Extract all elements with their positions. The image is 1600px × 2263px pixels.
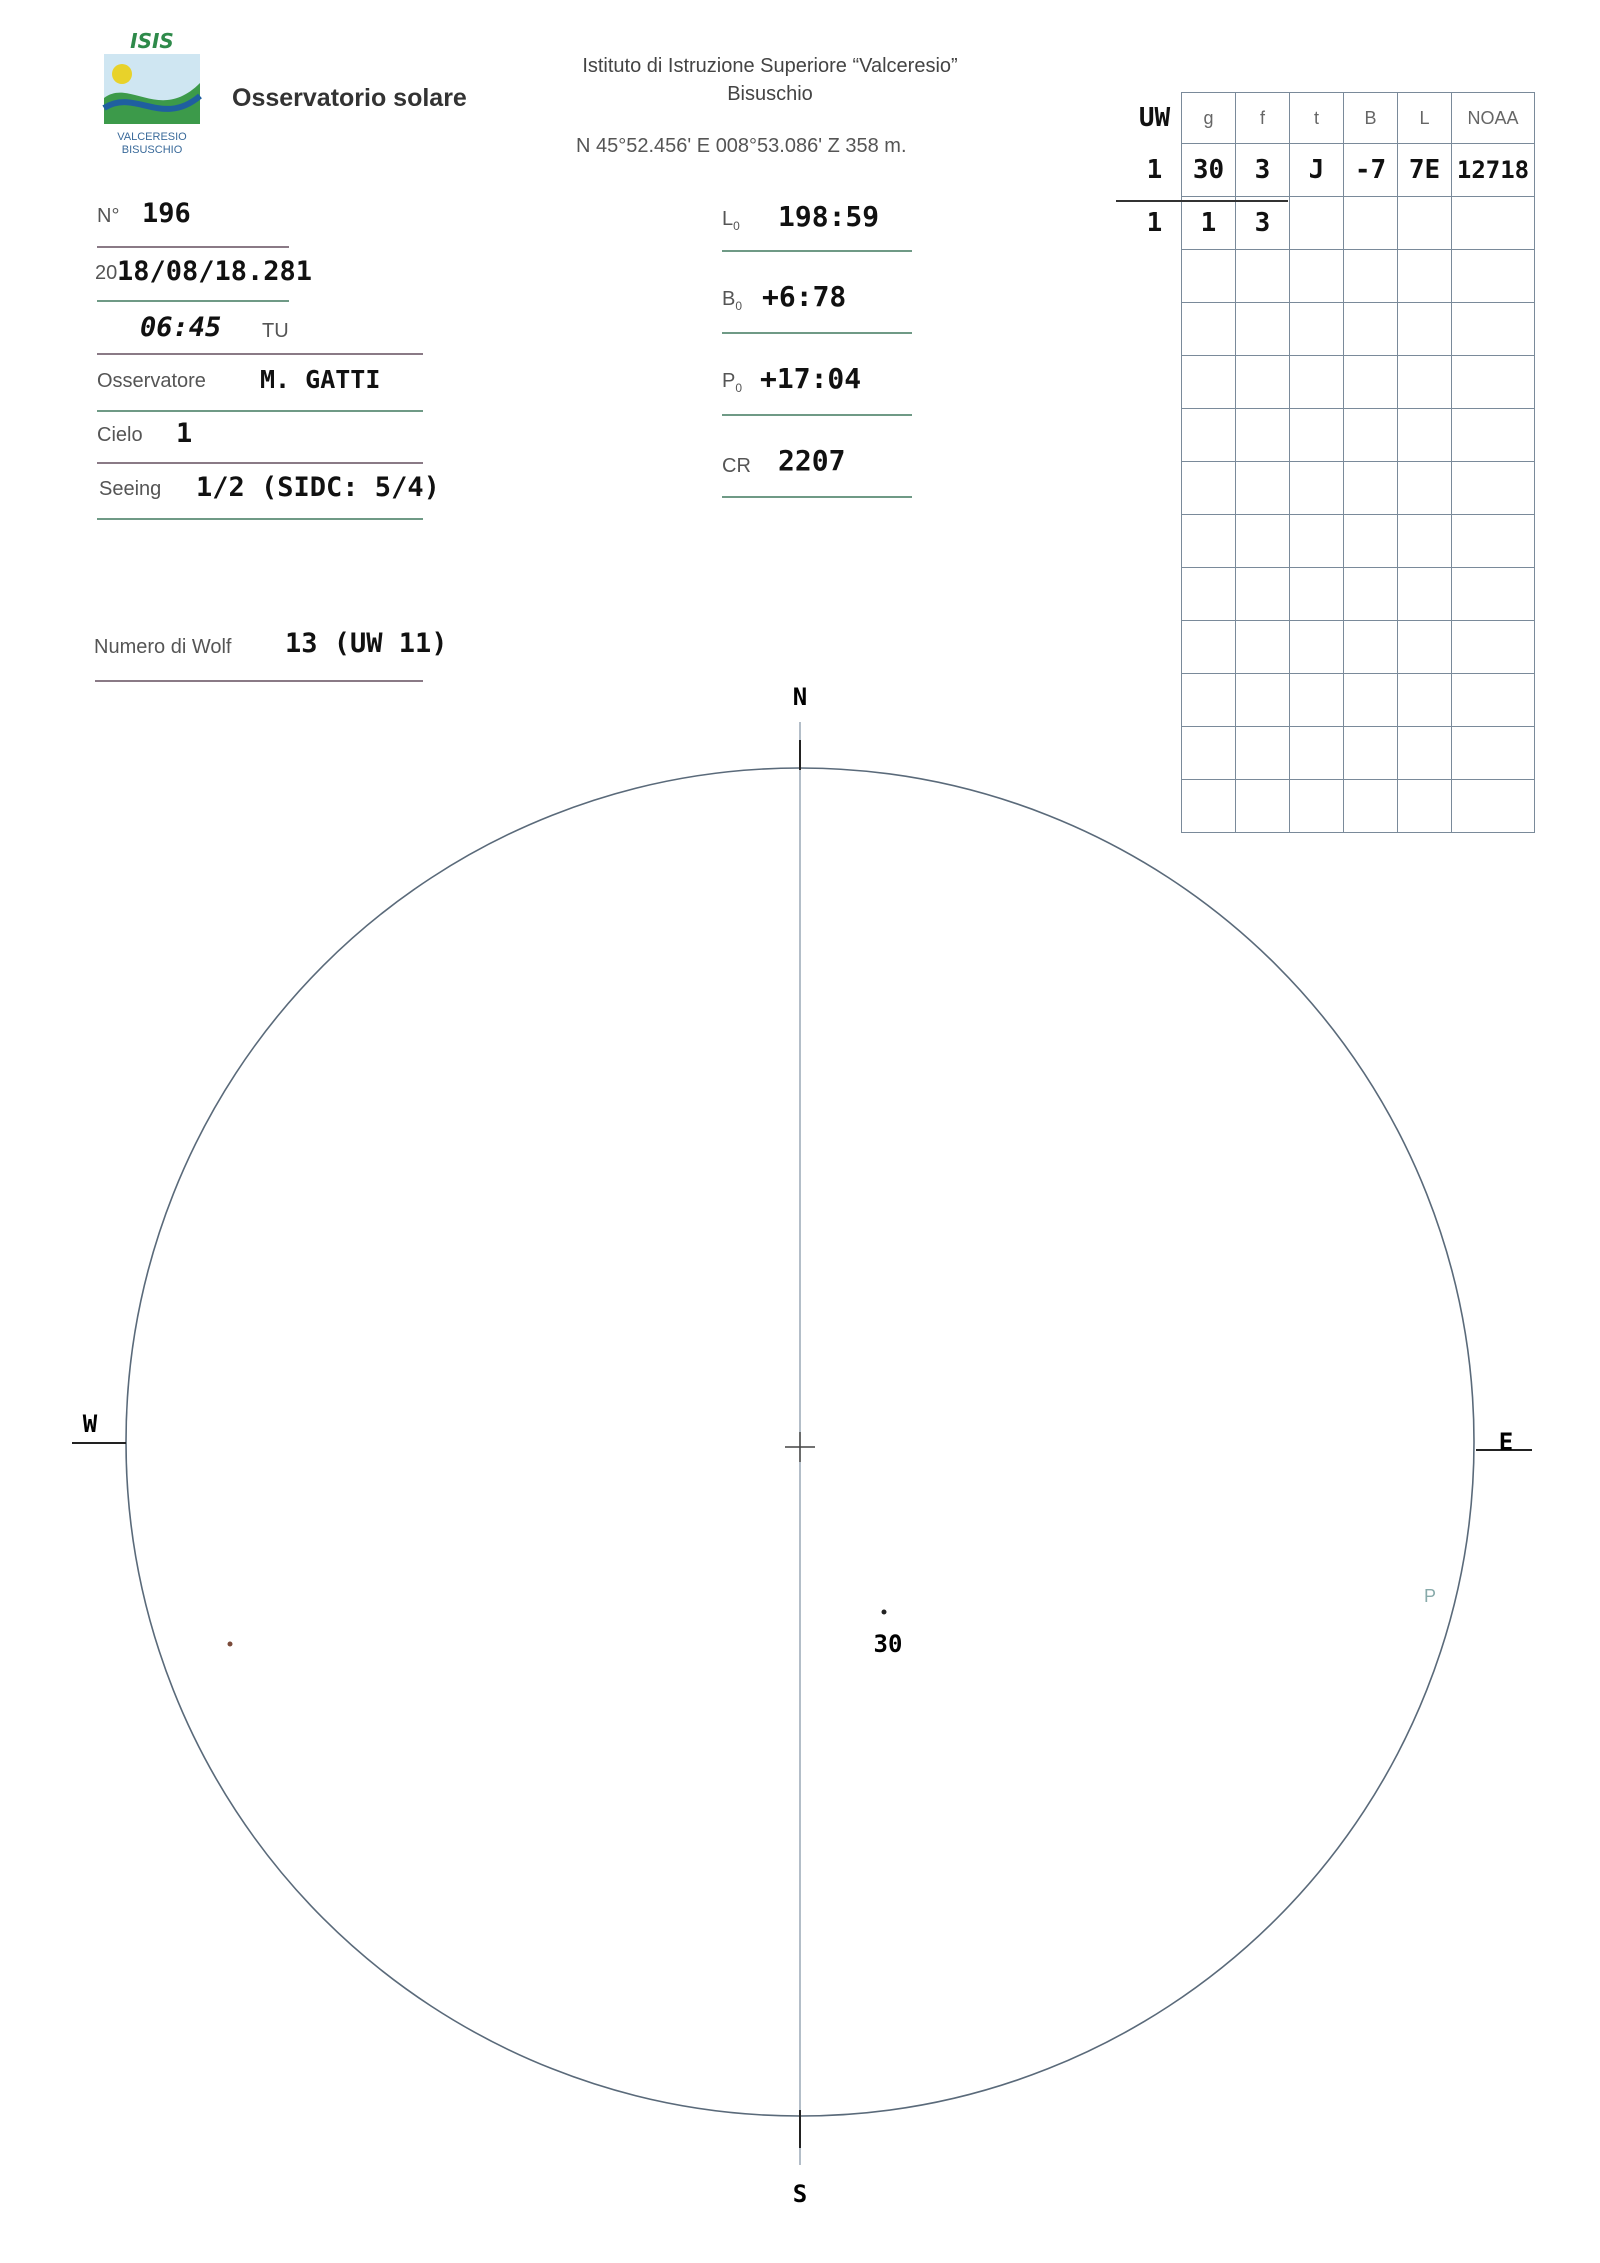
cell-f: 3: [1236, 144, 1290, 197]
col-header-f: f: [1236, 93, 1290, 144]
west-label: W: [82, 1410, 98, 1438]
group-label: 30: [873, 1630, 903, 1658]
cell-t: J: [1290, 144, 1344, 197]
sky-value: 1: [176, 418, 193, 449]
cr-label: CR: [722, 455, 751, 477]
seeing-label: Seeing: [99, 478, 162, 500]
number-value: 196: [142, 198, 191, 229]
time-unit: TU: [262, 320, 289, 342]
cell-l: 7E: [1398, 144, 1452, 197]
cr-value: 2207: [778, 444, 846, 477]
cell-g: 30: [1182, 144, 1236, 197]
cell-b: -7: [1344, 144, 1398, 197]
stray-mark: [228, 1642, 233, 1647]
wolf-value: 13 (UW 11): [285, 628, 448, 659]
l0-label: $L_0$: [722, 208, 740, 233]
cell-g: 1: [1182, 197, 1236, 250]
date-value: 18/08/18.281: [117, 256, 313, 287]
col-header-b: B: [1344, 93, 1398, 144]
sunspot-group: [882, 1610, 887, 1615]
l0-value: 198:59: [778, 200, 880, 233]
observer-label: Osservatore: [97, 370, 206, 392]
north-label: N: [792, 683, 808, 711]
institute-line-2: Bisuschio: [727, 83, 813, 105]
col-header-noaa: NOAA: [1452, 93, 1535, 144]
row-uw: 1: [1146, 155, 1163, 185]
uw-header: UW: [1138, 103, 1171, 133]
svg-text:BISUSCHIO: BISUSCHIO: [121, 144, 183, 156]
south-label: S: [792, 2180, 808, 2208]
time-value: 06:45: [140, 312, 222, 343]
b0-value: +6:78: [762, 280, 847, 313]
cell-f: 3: [1236, 197, 1290, 250]
col-header-l: L: [1398, 93, 1452, 144]
institute-line-1: Istituto di Istruzione Superiore “Valceresio”: [582, 55, 958, 77]
site-coordinates: N 45°52.456' E 008°53.086' Z 358 m.: [576, 135, 907, 157]
svg-text:ISIS: ISIS: [130, 29, 174, 53]
number-label: N°: [97, 205, 120, 227]
east-label: E: [1498, 1428, 1514, 1456]
observatory-title: Osservatorio solare: [232, 84, 467, 112]
svg-text:VALCERESIO: VALCERESIO: [117, 131, 187, 143]
wolf-label: Numero di Wolf: [94, 636, 232, 658]
b0-label: $B_0$: [722, 288, 743, 313]
date-prefix: 20: [95, 262, 118, 284]
observer-value: M. GATTI: [260, 365, 381, 394]
p0-value: +17:04: [760, 362, 862, 395]
col-header-t: t: [1290, 93, 1344, 144]
col-header-g: g: [1182, 93, 1236, 144]
cell-noaa: 12718: [1452, 144, 1535, 197]
row-uw: 1: [1146, 208, 1163, 238]
faint-mark: P: [1423, 1586, 1437, 1606]
sky-label: Cielo: [97, 424, 143, 446]
seeing-value: 1/2 (SIDC: 5/4): [196, 472, 440, 503]
p0-label: $P_0$: [722, 370, 743, 395]
